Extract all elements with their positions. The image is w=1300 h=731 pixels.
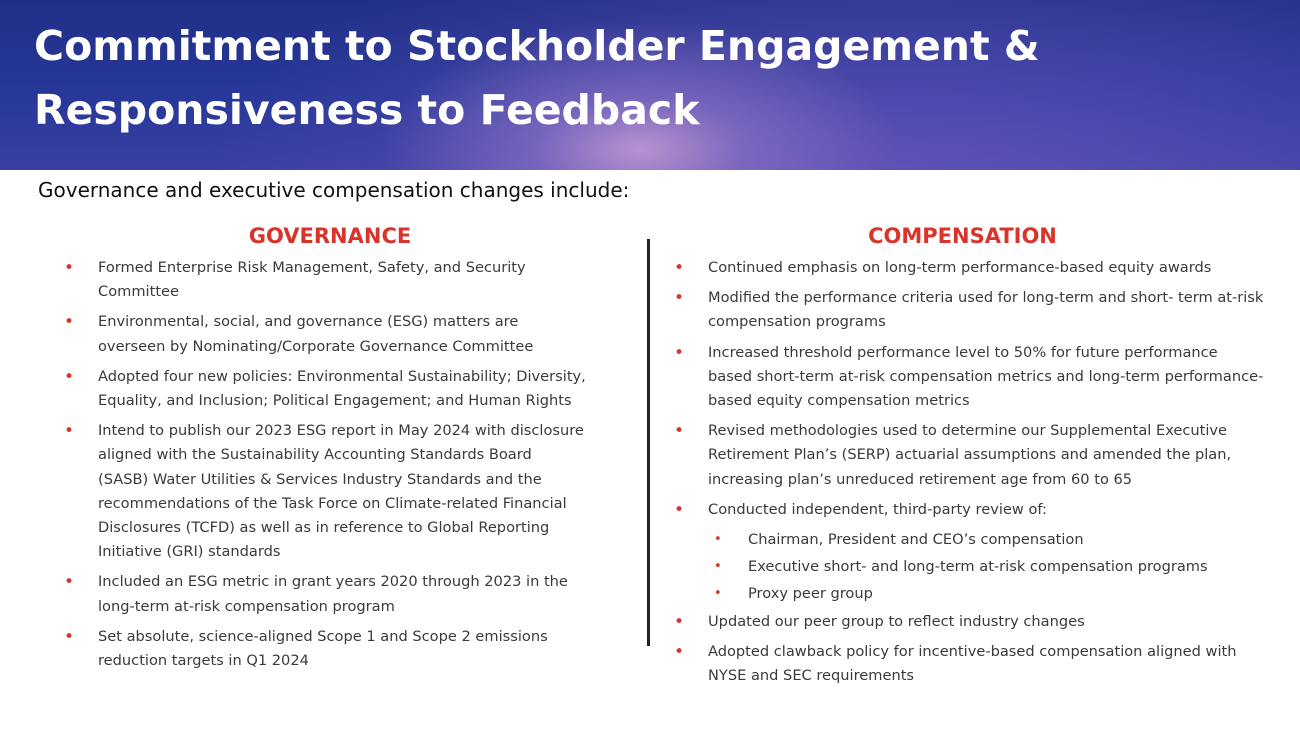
compensation-list: [674, 256, 1264, 694]
bullet-icon: •: [64, 366, 75, 387]
list-item: • Modified the performance criteria used for long-term and short- term at-risk compensation programs: [674, 288, 1264, 331]
list-item: • Updated our peer group to reflect industry changes: [674, 611, 1085, 632]
bullet-icon: •: [674, 342, 685, 363]
bullet-icon: •: [674, 641, 685, 662]
title-banner: [0, 0, 1300, 170]
list-item: • Environmental, social, and governance (ESG) matters are overseen by Nominating/Corporate Governance Committee: [64, 312, 534, 355]
page-title-line-2: Responsiveness to Feedback: [34, 86, 700, 134]
governance-list: [64, 256, 586, 679]
bullet-icon: •: [674, 611, 685, 632]
bullet-icon: •: [674, 499, 685, 520]
list-item: • Intend to publish our 2023 ESG report in May 2024 with disclosure aligned with the Sustainability Accounting Standards Board (SASB) Water Utilities & Services Industry Standards and the recommendations of the Task Force on Climate-related Financial Disclosures (TCFD) as well as in reference to Global Reporting Initiative (GRI) standards: [64, 421, 584, 561]
list-item: • Adopted four new policies: Environmental Sustainability; Diversity, Equality, and Inclusion; Political Engagement; and Human Rights: [64, 366, 586, 410]
list-item: • Increased threshold performance level to 50% for future performance based short-term at-risk compensation metrics and long-term performance-based equity compensation metrics: [674, 342, 1264, 410]
bullet-icon: •: [674, 288, 685, 309]
governance-heading: GOVERNANCE: [248, 224, 412, 248]
bullet-icon: •: [714, 532, 722, 548]
list-item: • Included an ESG metric in grant years 2020 through 2023 in the long-term at-risk compensation program: [64, 572, 568, 615]
list-item: • Revised methodologies used to determine our Supplemental Executive Retirement Plan’s (SERP) actuarial assumptions and amended the plan, increasing plan’s unreduced retirement age from 60 to 65: [674, 421, 1232, 488]
bullet-icon: •: [674, 258, 685, 278]
bullet-icon: •: [64, 312, 75, 333]
bullet-icon: •: [714, 586, 722, 602]
column-divider: [647, 239, 650, 646]
bullet-icon: •: [64, 572, 75, 593]
bullet-icon: •: [64, 626, 75, 647]
sub-list-item: • Proxy peer group: [674, 582, 1264, 606]
list-item: • Set absolute, science-aligned Scope 1 and Scope 2 emissions reduction targets in Q1 2024: [64, 626, 548, 670]
compensation-heading: COMPENSATION: [868, 224, 1057, 248]
intro-text: Governance and executive compensation changes include:: [38, 178, 630, 202]
bullet-icon: •: [64, 258, 75, 278]
list-item: • Adopted clawback policy for incentive-based compensation aligned with NYSE and SEC requirements: [674, 641, 1237, 685]
bullet-icon: •: [674, 421, 685, 442]
sub-list-item: • Executive short- and long-term at-risk compensation programs: [674, 555, 1264, 579]
list-item: • Formed Enterprise Risk Management, Safety, and Security Committee: [64, 258, 526, 301]
bullet-icon: •: [64, 421, 75, 442]
page-title: [34, 14, 1134, 142]
list-item: • Conducted independent, third-party review of:: [674, 499, 1047, 520]
bullet-icon: •: [714, 559, 722, 575]
list-item: • Continued emphasis on long-term performance-based equity awards: [674, 258, 1212, 278]
sub-list-item: • Chairman, President and CEO’s compensation: [674, 528, 1264, 552]
page-title-line-1: Commitment to Stockholder Engagement &: [34, 22, 1040, 70]
